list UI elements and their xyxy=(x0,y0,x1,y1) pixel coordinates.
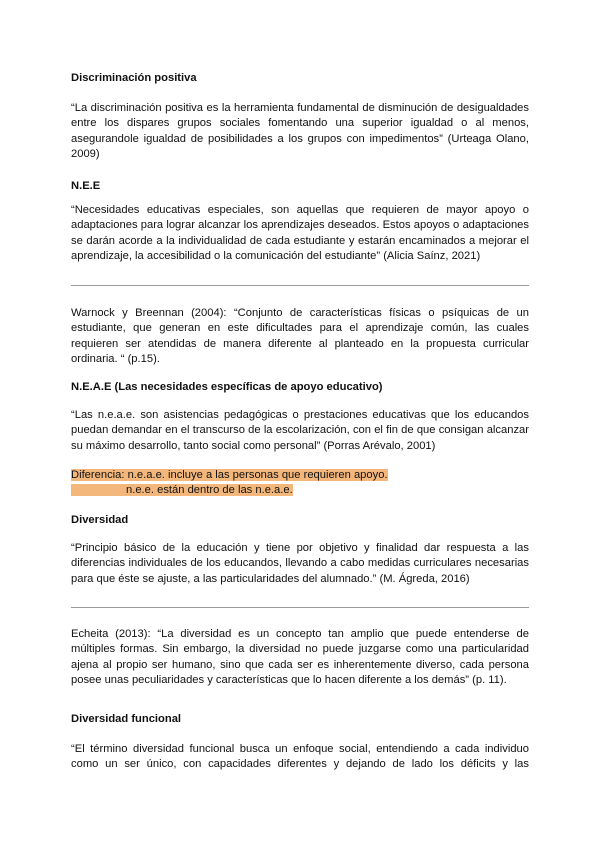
heading-diversidad-funcional: Diversidad funcional xyxy=(71,713,182,725)
horizontal-divider xyxy=(71,607,529,608)
heading-diversidad: Diversidad xyxy=(71,514,129,526)
quote-nee-warnock: Warnock y Breennan (2004): “Conjunto de características físicas o psíquicas de un estudiante, que generan en este dificultades para el aprendizaje común, las cuales requieren ser atendidas de manera diferente al planteado en la propuesta curricular ordinaria. “ (p.15). xyxy=(71,307,529,366)
difference-line-1: Diferencia: n.e.a.e. incluye a las personas que requieren apoyo. xyxy=(71,469,388,481)
quote-discriminacion-positiva: “La discriminación positiva es la herramienta fundamental de disminución de desigualdades entre los dispares grupos sociales fomentando una superior igualdad o al menos, asegurandole igualdad de posibilidades a los grupos con impedimentos” (Urteaga Olano, 2009) xyxy=(71,102,529,161)
difference-line-2: n.e.e. están dentro de las n.e.a.e. xyxy=(71,484,293,496)
heading-discriminacion-positiva: Discriminación positiva xyxy=(71,72,197,84)
quote-nee-sainz: “Necesidades educativas especiales, son aquellas que requieren de mayor apoyo o adaptaciones para lograr alcanzar los aprendizajes deseados. Estos apoyos o adaptaciones se darán acorde a la individualidad de cada estudiante y estarán encaminados a mejorar el aprendizaje, la accesibilidad o la comunicación del estudiante” (Alicia Saínz, 2021) xyxy=(71,204,529,263)
horizontal-divider xyxy=(71,285,529,286)
heading-neae: N.E.A.E (Las necesidades específicas de apoyo educativo) xyxy=(71,381,383,393)
difference-note xyxy=(71,468,529,499)
quote-diversidad-funcional: “El término diversidad funcional busca un enfoque social, entendiendo a cada individuo como un ser único, con capacidades diferentes y dejando de lado los déficits y las xyxy=(71,743,529,771)
heading-nee: N.E.E xyxy=(71,180,101,192)
quote-diversidad-agreda: “Principio básico de la educación y tiene por objetivo y finalidad dar respuesta a las diferencias individuales de los educandos, llevando a cabo medidas curriculares necesarias para que éste se ajuste, a las particularidades del alumnado.” (M. Ágreda, 2016) xyxy=(71,542,529,585)
quote-diversidad-echeita: Echeita (2013): “La diversidad es un concepto tan amplio que puede entenderse de múltiples formas. Sin embargo, la diversidad no puede juzgarse como una particularidad ajena al propio ser humano, sino que cada ser es inherentemente diverso, cada persona posee unas peculiaridades y características que lo hacen diferente a los demás” (p. 11). xyxy=(71,628,529,687)
quote-neae: “Las n.e.a.e. son asistencias pedagógicas o prestaciones educativas que los educandos puedan demandar en el transcurso de la escolarización, con el fin de que consigan alcanzar su máximo desarrollo, tanto social como personal” (Porras Arévalo, 2001) xyxy=(71,409,529,452)
